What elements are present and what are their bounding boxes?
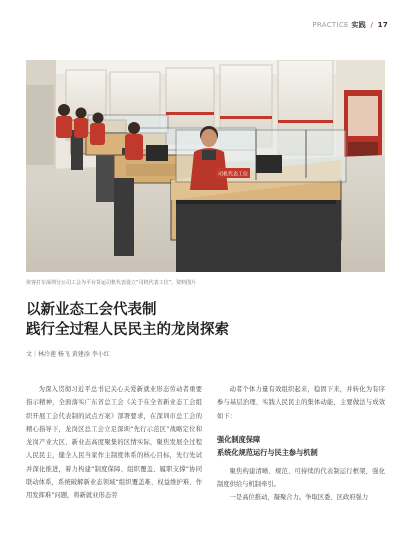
article-title bbox=[26, 300, 386, 340]
section-title: 实践 bbox=[351, 21, 366, 29]
section-label: PRACTICE bbox=[312, 21, 349, 29]
article-title-line1: 以新业态工会代表制 bbox=[26, 302, 157, 318]
article-title-line2: 践行全过程人民民主的龙岗探索 bbox=[26, 322, 229, 338]
body-paragraph: 为深入贯彻习近平总书记关心关爱新就业形态劳动者重要指示精神，全面落实广东省总工会《关于在全省新业态工会组织开展工会代表制的试点方案》部署要求，在深圳市总工会的精心指导下，龙岗区总工会立足深圳“先行示范区”战略定位和龙岗产业大区、新业态高度聚集的区情实际，聚焦发展全过程人民民主，健全人民当家作主制度体系的核心目标，先行先试并深化推进，着力构建“制度保障、组织覆盖、履职支撑”协同联动体系，系统破解新业态领域“组织覆盖难、权益维护难、作用发挥难”问题，将新就业形态劳 bbox=[26, 386, 202, 500]
body-paragraph: 一是高位推动，凝聚合力。争取区委、区政府强力 bbox=[229, 494, 369, 502]
body-paragraph: 动者个体力量有效组织起来，稳固下来，并转化为有序参与基层治理、实践人民民主的集体动能，主要做法与成效如下： bbox=[217, 386, 385, 420]
page-number: 17 bbox=[377, 21, 388, 29]
article-authors: 文｜林泠莲 杨飞 黄建添 李小红 bbox=[26, 351, 110, 358]
photo-caption: 侠客打车深圳分公司工会为平台货运司机代表设立“司机代表工位”，资料图片 bbox=[26, 280, 197, 286]
body-column-left bbox=[26, 383, 202, 548]
body-column-right bbox=[217, 383, 385, 553]
desk-sign-text: 司机代表工位 bbox=[217, 171, 249, 178]
article-photo bbox=[26, 60, 385, 272]
section-subheading-line2: 系统化规范运行与民主参与机制 bbox=[217, 447, 318, 457]
header-separator: / bbox=[370, 21, 374, 29]
body-paragraph: 聚焦构建清晰、规范、可持续的代表制运行框架，强化制度供给与机制牵引。 bbox=[217, 467, 385, 489]
section-subheading: 强化制度保障 bbox=[217, 434, 261, 444]
page-header bbox=[312, 20, 388, 30]
